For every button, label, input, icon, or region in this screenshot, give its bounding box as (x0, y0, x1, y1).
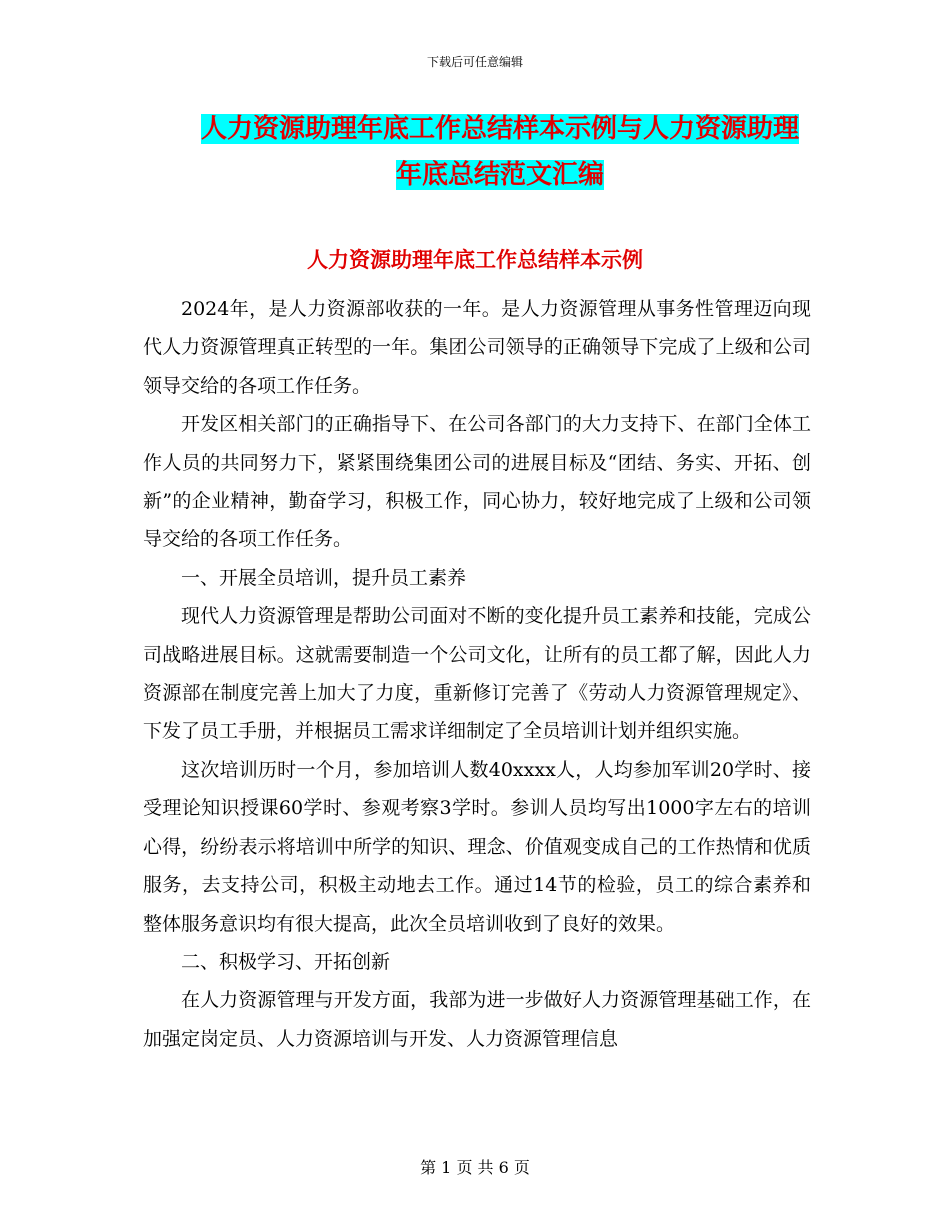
document-title (150, 106, 850, 198)
paragraph: 2024年，是人力资源部收获的一年。是人力资源管理从事务性管理迈向现代人力资源管理真正转型的一年。集团公司领导的正确领导下完成了上级和公司领导交给的各项工作任务。 (143, 298, 811, 397)
paragraph: 在人力资源管理与开发方面，我部为进一步做好人力资源管理基础工作，在加强定岗定员、人力资源培训与开发、人力资源管理信息 (143, 989, 811, 1050)
subheading: 一、开展全员培训，提升员工素养 (181, 566, 467, 589)
paragraph: 开发区相关部门的正确指导下、在公司各部门的大力支持下、在部门全体工作人员的共同努力下，紧紧围绕集团公司的进展目标及“团结、务实、开拓、创新”的企业精神，勤奋学习，积极工作，同心协力，较好地完成了上级和公司领导交给的各项工作任务。 (143, 413, 811, 551)
page-footer: 第 1 页 共 6 页 (420, 1158, 530, 1177)
header-note: 下载后可任意编辑 (426, 55, 523, 69)
document-title-line-2: 年底总结范文汇编 (395, 160, 604, 190)
paragraph: 现代人力资源管理是帮助公司面对不断的变化提升员工素养和技能，完成公司战略进展目标。这就需要制造一个公司文化，让所有的员工都了解，因此人力资源部在制度完善上加大了力度，重新修订完善了《劳动人力资源管理规定》、下发了员工手册，并根据员工需求详细制定了全员培训计划并组织实施。 (143, 605, 811, 743)
paragraph: 这次培训历时一个月，参加培训人数40xxxx人，人均参加军训20学时、接受理论知识授课60学时、参观考察3学时。参训人员均写出1000字左右的培训心得，纷纷表示将培训中所学的知识、理念、价值观变成自己的工作热情和优质服务，去支持公司，积极主动地去工作。通过14节的检验，员工的综合素养和整体服务意识均有很大提高，此次全员培训收到了良好的效果。 (143, 758, 811, 935)
section-title: 人力资源助理年底工作总结样本示例 (307, 248, 643, 272)
subheading: 二、积极学习、开拓创新 (181, 950, 391, 973)
document-body (143, 290, 811, 1058)
document-title-line-1: 人力资源助理年底工作总结样本示例与人力资源助理 (200, 114, 799, 144)
